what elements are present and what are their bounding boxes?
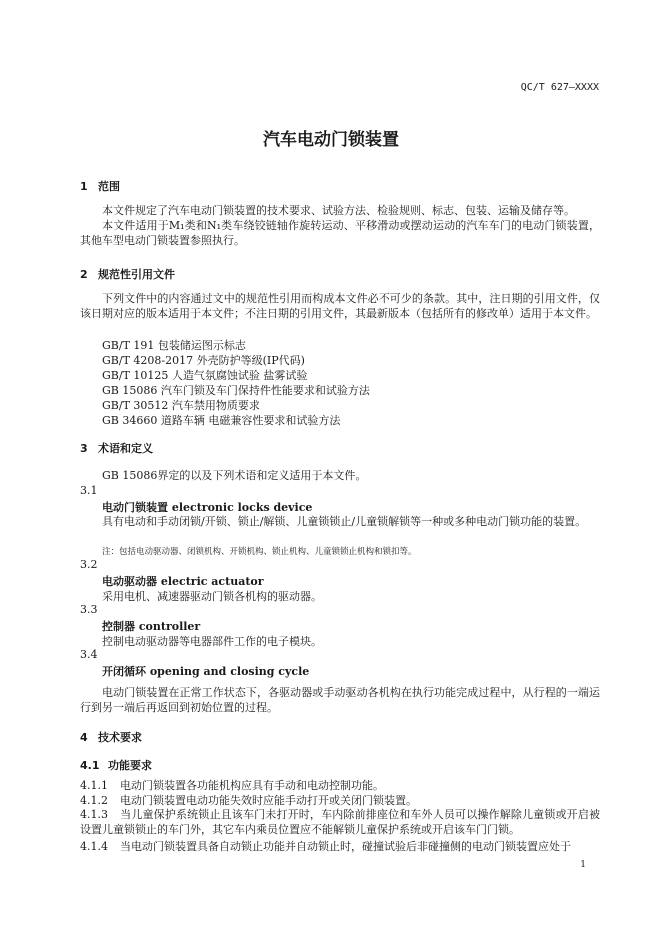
section-number: 1 xyxy=(80,180,88,193)
term-definition: 电动门锁装置在正常工作状态下，各驱动器或手动驱动各机构在执行功能完成过程中，从行程的一端运行到另一端后再返回到初始位置的过程。 xyxy=(80,686,600,714)
section-number: 3 xyxy=(80,442,88,455)
section-3-heading xyxy=(80,440,153,456)
subsection-title: 功能要求 xyxy=(108,759,152,772)
references-intro: 下列文件中的内容通过文中的规范性引用而构成本文件必不可少的条款。其中，注日期的引用文件，仅该日期对应的版本适用于本文件；不注日期的引用文件，其最新版本（包括所有的修改单）适用于本文件。 xyxy=(80,292,600,320)
requirement-number: 4.1.1 xyxy=(80,779,108,792)
term-number: 3.4 xyxy=(80,648,98,661)
term-name: 开闭循环 opening and closing cycle xyxy=(102,665,310,678)
term-name: 电动驱动器 electric actuator xyxy=(102,575,264,588)
requirement-number: 4.1.3 xyxy=(80,808,108,821)
requirement-text: 当儿童保护系统锁止且该车门未打开时，车内除前排座位和车外人员可以操作解除儿童锁或开启被设置儿童锁锁止的车门外，其它车内乘员位置应不能解锁儿童保护系统或开启该车门门锁。 xyxy=(80,808,600,836)
section-title: 技术要求 xyxy=(98,731,142,744)
requirement-item xyxy=(80,792,417,808)
reference-item: GB/T 10125 人造气氛腐蚀试验 盐雾试验 xyxy=(102,369,308,382)
section-number: 4 xyxy=(80,731,88,744)
section-1-heading xyxy=(80,178,120,194)
reference-item: GB/T 4208-2017 外壳防护等级(IP代码) xyxy=(102,354,305,367)
term-definition: 采用电机、减速器驱动门锁各机构的驱动器。 xyxy=(102,590,322,603)
term-name: 电动门锁装置 electronic locks device xyxy=(102,501,313,514)
term-number: 3.2 xyxy=(80,558,98,571)
term-number: 3.3 xyxy=(80,603,98,616)
reference-item: GB 34660 道路车辆 电磁兼容性要求和试验方法 xyxy=(102,414,341,427)
term-note: 注：包括电动驱动器、闭锁机构、开锁机构、锁止机构、儿童锁锁止机构和锁扣等。 xyxy=(102,547,417,557)
reference-item: GB 15086 汽车门锁及车门保持件性能要求和试验方法 xyxy=(102,384,370,397)
requirement-item xyxy=(80,777,384,793)
requirement-text: 电动门锁装置各功能机构应具有手动和电动控制功能。 xyxy=(120,779,384,792)
requirement-item xyxy=(80,838,571,854)
scope-paragraph-1: 本文件规定了汽车电动门锁装置的技术要求、试验方法、检验规则、标志、包装、运输及储存等。 xyxy=(102,204,575,217)
section-number: 2 xyxy=(80,268,88,281)
requirement-number: 4.1.4 xyxy=(80,840,108,853)
requirement-text: 当电动门锁装置具备自动锁止功能并自动锁止时，碰撞试验后非碰撞侧的电动门锁装置应处于 xyxy=(120,840,571,853)
term-number: 3.1 xyxy=(80,484,98,497)
page-number: 1 xyxy=(580,860,586,870)
requirement-text: 电动门锁装置电动功能失效时应能手动打开或关闭门锁装置。 xyxy=(120,794,417,807)
requirement-item xyxy=(80,807,600,837)
document-title: 汽车电动门锁装置 xyxy=(263,130,399,150)
reference-item: GB/T 30512 汽车禁用物质要求 xyxy=(102,399,260,412)
term-definition: 具有电动和手动闭锁/开锁、锁止/解锁、儿童锁锁止/儿童锁解锁等一种或多种电动门锁功能的装置。 xyxy=(102,515,587,528)
section-title: 范围 xyxy=(98,180,120,193)
section-title: 术语和定义 xyxy=(98,442,153,455)
term-name: 控制器 controller xyxy=(102,620,201,633)
terms-intro: GB 15086界定的以及下列术语和定义适用于本文件。 xyxy=(102,469,367,482)
section-title: 规范性引用文件 xyxy=(98,268,175,281)
section-4-heading xyxy=(80,729,142,745)
standard-code: QC/T 627—XXXX xyxy=(520,82,599,93)
section-2-heading xyxy=(80,266,175,282)
scope-paragraph-2: 本文件适用于M₁类和N₁类车绕铰链轴作旋转运动、平移滑动或摆动运动的汽车车门的电动门锁装置，其他车型电动门锁装置参照执行。 xyxy=(80,219,600,247)
term-definition: 控制电动驱动器等电器部件工作的电子模块。 xyxy=(102,635,322,648)
requirement-number: 4.1.2 xyxy=(80,794,108,807)
subsection-heading xyxy=(80,757,152,773)
reference-item: GB/T 191 包装储运图示标志 xyxy=(102,339,246,352)
subsection-number: 4.1 xyxy=(80,759,100,772)
